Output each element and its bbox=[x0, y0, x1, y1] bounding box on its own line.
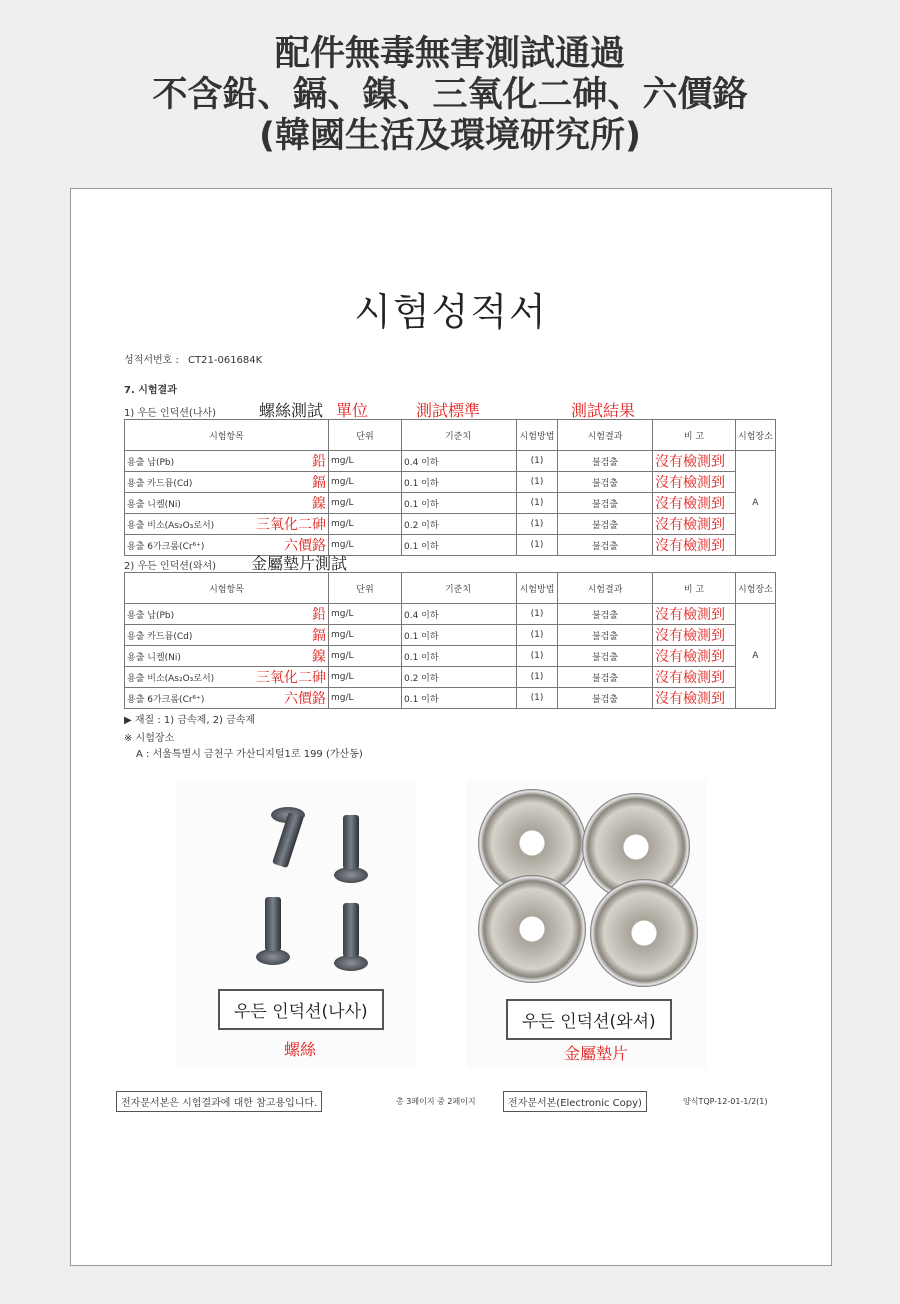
row-red-label: 鎳 bbox=[244, 646, 329, 667]
row-result: 불검출 bbox=[558, 451, 653, 472]
table-row bbox=[125, 514, 776, 535]
row-standard: 0.4 이하 bbox=[402, 451, 517, 472]
row-result: 불검출 bbox=[558, 625, 653, 646]
table-row bbox=[125, 493, 776, 514]
part1-label: 螺絲測試 bbox=[259, 401, 324, 420]
screw-icon bbox=[343, 815, 359, 869]
screw-icon bbox=[265, 897, 281, 951]
results-table-1 bbox=[124, 419, 776, 556]
row-item: 용출 비소(As₂O₃로서) bbox=[125, 514, 245, 535]
screw-icon bbox=[256, 949, 290, 965]
table-header-row bbox=[125, 573, 776, 604]
screw-icon bbox=[343, 903, 359, 957]
table-row bbox=[125, 451, 776, 472]
header-unit: 단위 bbox=[329, 420, 402, 451]
row-note: 沒有檢測到 bbox=[653, 514, 736, 535]
header-unit: 단위 bbox=[329, 573, 402, 604]
row-item: 용출 카드뮴(Cd) bbox=[125, 625, 245, 646]
screws-label: 螺絲 bbox=[284, 1040, 317, 1059]
table-row bbox=[125, 535, 776, 556]
report-number bbox=[124, 351, 262, 366]
row-item: 용출 납(Pb) bbox=[125, 451, 245, 472]
table-row bbox=[125, 472, 776, 493]
row-standard: 0.1 이하 bbox=[402, 625, 517, 646]
header-location: 시험장소 bbox=[736, 573, 776, 604]
row-item: 용출 6가크롬(Cr⁶⁺) bbox=[125, 688, 245, 709]
row-item: 용출 6가크롬(Cr⁶⁺) bbox=[125, 535, 245, 556]
row-note: 沒有檢測到 bbox=[653, 667, 736, 688]
row-red-label: 鎳 bbox=[244, 493, 329, 514]
screw-icon bbox=[334, 867, 368, 883]
row-unit: mg/L bbox=[329, 667, 402, 688]
row-result: 불검출 bbox=[558, 646, 653, 667]
row-note: 沒有檢測到 bbox=[653, 688, 736, 709]
row-unit: mg/L bbox=[329, 493, 402, 514]
header-result: 시험결과 bbox=[558, 420, 653, 451]
washer-icon bbox=[478, 875, 586, 983]
row-item: 용출 비소(As₂O₃로서) bbox=[125, 667, 245, 688]
row-result: 불검출 bbox=[558, 688, 653, 709]
headline-line-2: 不含鉛、鎘、鎳、三氧化二砷、六價鉻 bbox=[152, 75, 748, 115]
header-item: 시험항목 bbox=[125, 573, 329, 604]
row-unit: mg/L bbox=[329, 514, 402, 535]
row-red-label: 鎘 bbox=[244, 472, 329, 493]
col-label-result: 測試結果 bbox=[571, 401, 636, 420]
screws-tag: 우든 인덕션(나사) bbox=[218, 989, 384, 1030]
material-note: ▶ 재질 : 1) 금속제, 2) 금속제 bbox=[124, 715, 256, 726]
footer-copy: 전자문서본(Electronic Copy) bbox=[503, 1091, 647, 1112]
row-result: 불검출 bbox=[558, 604, 653, 625]
row-item: 용출 납(Pb) bbox=[125, 604, 245, 625]
table-row bbox=[125, 646, 776, 667]
row-note: 沒有檢測到 bbox=[653, 451, 736, 472]
table-row bbox=[125, 688, 776, 709]
washers-label: 金屬墊片 bbox=[564, 1044, 629, 1063]
section-heading: 7. 시험결과 bbox=[124, 385, 177, 396]
row-item: 용출 니켈(Ni) bbox=[125, 646, 245, 667]
row-method: (1) bbox=[517, 646, 558, 667]
row-standard: 0.1 이하 bbox=[402, 688, 517, 709]
row-method: (1) bbox=[517, 451, 558, 472]
report-number-label: 성적서번호 : bbox=[124, 355, 179, 366]
header-item: 시험항목 bbox=[125, 420, 329, 451]
row-unit: mg/L bbox=[329, 625, 402, 646]
results-table-2 bbox=[124, 572, 776, 709]
headline bbox=[0, 34, 900, 157]
row-method: (1) bbox=[517, 493, 558, 514]
footer-form: 양식TQP-12-01-1/2(1) bbox=[683, 1097, 768, 1106]
row-note: 沒有檢測到 bbox=[653, 646, 736, 667]
row-red-label: 六價鉻 bbox=[244, 535, 329, 556]
test-report-paper bbox=[70, 188, 832, 1266]
row-result: 불검출 bbox=[558, 535, 653, 556]
headline-line-3: (韓國生活及環境研究所) bbox=[259, 116, 641, 156]
row-standard: 0.1 이하 bbox=[402, 535, 517, 556]
row-method: (1) bbox=[517, 535, 558, 556]
row-standard: 0.4 이하 bbox=[402, 604, 517, 625]
row-note: 沒有檢測到 bbox=[653, 472, 736, 493]
header-standard: 기준치 bbox=[402, 573, 517, 604]
row-unit: mg/L bbox=[329, 688, 402, 709]
header-standard: 기준치 bbox=[402, 420, 517, 451]
header-method: 시험방법 bbox=[517, 420, 558, 451]
row-method: (1) bbox=[517, 604, 558, 625]
row-method: (1) bbox=[517, 688, 558, 709]
header-note: 비 고 bbox=[653, 573, 736, 604]
row-unit: mg/L bbox=[329, 646, 402, 667]
header-result: 시험결과 bbox=[558, 573, 653, 604]
row-location: A bbox=[736, 604, 776, 709]
washers-photo bbox=[466, 779, 706, 1069]
row-result: 불검출 bbox=[558, 514, 653, 535]
row-red-label: 三氧化二砷 bbox=[244, 667, 329, 688]
row-red-label: 六價鉻 bbox=[244, 688, 329, 709]
row-method: (1) bbox=[517, 667, 558, 688]
table-header-row bbox=[125, 420, 776, 451]
table-row bbox=[125, 625, 776, 646]
part1-prefix: 1) 우든 인덕션(나사) bbox=[124, 408, 217, 419]
row-note: 沒有檢測到 bbox=[653, 493, 736, 514]
row-red-label: 鉛 bbox=[244, 451, 329, 472]
washer-icon bbox=[590, 879, 698, 987]
screw-icon bbox=[334, 955, 368, 971]
row-standard: 0.2 이하 bbox=[402, 667, 517, 688]
location-title: ※ 시험장소 bbox=[124, 733, 175, 744]
row-location: A bbox=[736, 451, 776, 556]
report-title: 시험성적서 bbox=[354, 290, 548, 334]
col-label-standard: 測試標準 bbox=[416, 401, 481, 420]
table-row bbox=[125, 604, 776, 625]
row-note: 沒有檢測到 bbox=[653, 535, 736, 556]
row-red-label: 三氧化二砷 bbox=[244, 514, 329, 535]
col-label-unit: 單位 bbox=[336, 401, 369, 420]
screws-photo bbox=[176, 779, 416, 1069]
washers-tag: 우든 인덕션(와셔) bbox=[506, 999, 672, 1040]
row-method: (1) bbox=[517, 472, 558, 493]
row-result: 불검출 bbox=[558, 472, 653, 493]
part2-prefix: 2) 우든 인덕션(와셔) bbox=[124, 561, 217, 572]
header-location: 시험장소 bbox=[736, 420, 776, 451]
row-standard: 0.2 이하 bbox=[402, 514, 517, 535]
part2-label: 金屬墊片測試 bbox=[251, 554, 348, 573]
row-item: 용출 카드뮴(Cd) bbox=[125, 472, 245, 493]
row-result: 불검출 bbox=[558, 493, 653, 514]
header-note: 비 고 bbox=[653, 420, 736, 451]
footer-disclaimer: 전자문서본은 시험결과에 대한 참고용입니다. bbox=[116, 1091, 322, 1112]
row-method: (1) bbox=[517, 514, 558, 535]
row-standard: 0.1 이하 bbox=[402, 646, 517, 667]
headline-line-1: 配件無毒無害測試通過 bbox=[274, 34, 625, 74]
row-red-label: 鉛 bbox=[244, 604, 329, 625]
row-unit: mg/L bbox=[329, 472, 402, 493]
row-standard: 0.1 이하 bbox=[402, 472, 517, 493]
row-unit: mg/L bbox=[329, 451, 402, 472]
table-row bbox=[125, 667, 776, 688]
row-item: 용출 니켈(Ni) bbox=[125, 493, 245, 514]
row-note: 沒有檢測到 bbox=[653, 625, 736, 646]
row-note: 沒有檢測到 bbox=[653, 604, 736, 625]
footer-page: 총 3페이지 중 2페이지 bbox=[396, 1097, 476, 1106]
row-method: (1) bbox=[517, 625, 558, 646]
header-method: 시험방법 bbox=[517, 573, 558, 604]
row-standard: 0.1 이하 bbox=[402, 493, 517, 514]
row-unit: mg/L bbox=[329, 604, 402, 625]
row-result: 불검출 bbox=[558, 667, 653, 688]
location-address: A : 서울특별시 금천구 가산디지털1로 199 (가산동) bbox=[136, 749, 363, 760]
row-unit: mg/L bbox=[329, 535, 402, 556]
row-red-label: 鎘 bbox=[244, 625, 329, 646]
report-number-value: CT21-061684K bbox=[188, 355, 263, 366]
